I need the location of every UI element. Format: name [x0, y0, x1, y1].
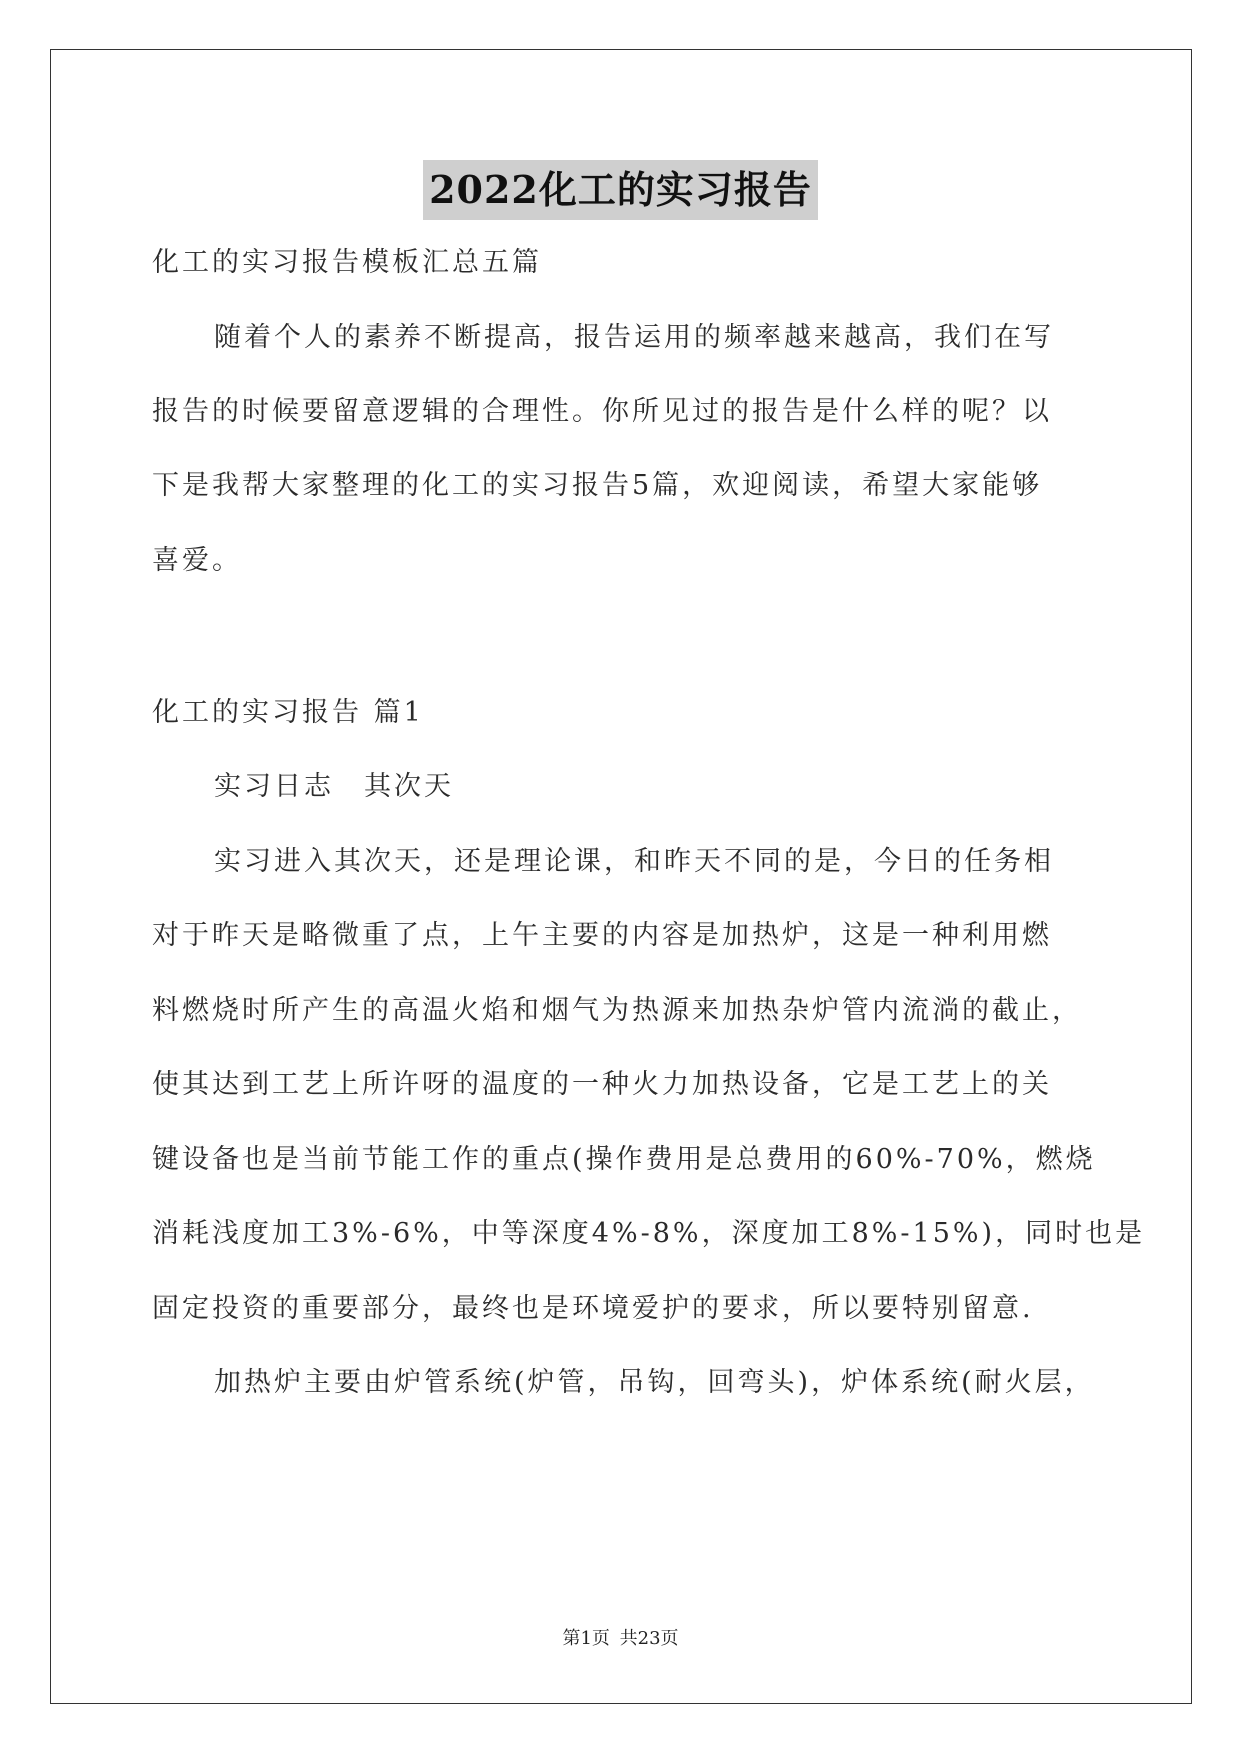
subtitle-line: 化工的实习报告模板汇总五篇 [152, 247, 542, 278]
paragraph-line: 报告的时候要留意逻辑的合理性。你所见过的报告是什么样的呢？以 [152, 396, 1052, 427]
paragraph-line: 使其达到工艺上所许呀的温度的一种火力加热设备，它是工艺上的关 [152, 1069, 1052, 1100]
section-heading: 化工的实习报告 篇1 [152, 697, 424, 728]
paragraph-line: 键设备也是当前节能工作的重点(操作费用是总费用的60%-70%，燃烧 [152, 1144, 1096, 1175]
paragraph-line: 加热炉主要由炉管系统(炉管，吊钩，回弯头)，炉体系统(耐火层， [214, 1367, 1095, 1398]
paragraph-line: 消耗浅度加工3%-6%，中等深度4%-8%，深度加工8%-15%)，同时也是 [152, 1218, 1146, 1249]
paragraph-line: 对于昨天是略微重了点，上午主要的内容是加热炉，这是一种利用燃 [152, 920, 1052, 951]
paragraph-line: 固定投资的重要部分，最终也是环境爱护的要求，所以要特别留意. [152, 1293, 1034, 1324]
paragraph-line: 料燃烧时所产生的高温火焰和烟气为热源来加热杂炉管内流淌的截止， [152, 995, 1082, 1026]
page-number: 第1页 [562, 1628, 610, 1649]
page-footer [0, 1624, 1241, 1650]
document-title-container [0, 160, 1241, 220]
page-total: 共23页 [619, 1628, 679, 1649]
paragraph-line: 随着个人的素养不断提高，报告运用的频率越来越高，我们在写 [214, 322, 1054, 353]
document-title: 2022化工的实习报告 [423, 160, 818, 220]
paragraph-line: 实习进入其次天，还是理论课，和昨天不同的是，今日的任务相 [214, 846, 1054, 877]
paragraph-line: 下是我帮大家整理的化工的实习报告5篇，欢迎阅读，希望大家能够 [152, 470, 1043, 501]
log-heading: 实习日志 其次天 [214, 771, 454, 802]
paragraph-line: 喜爱。 [152, 545, 242, 576]
